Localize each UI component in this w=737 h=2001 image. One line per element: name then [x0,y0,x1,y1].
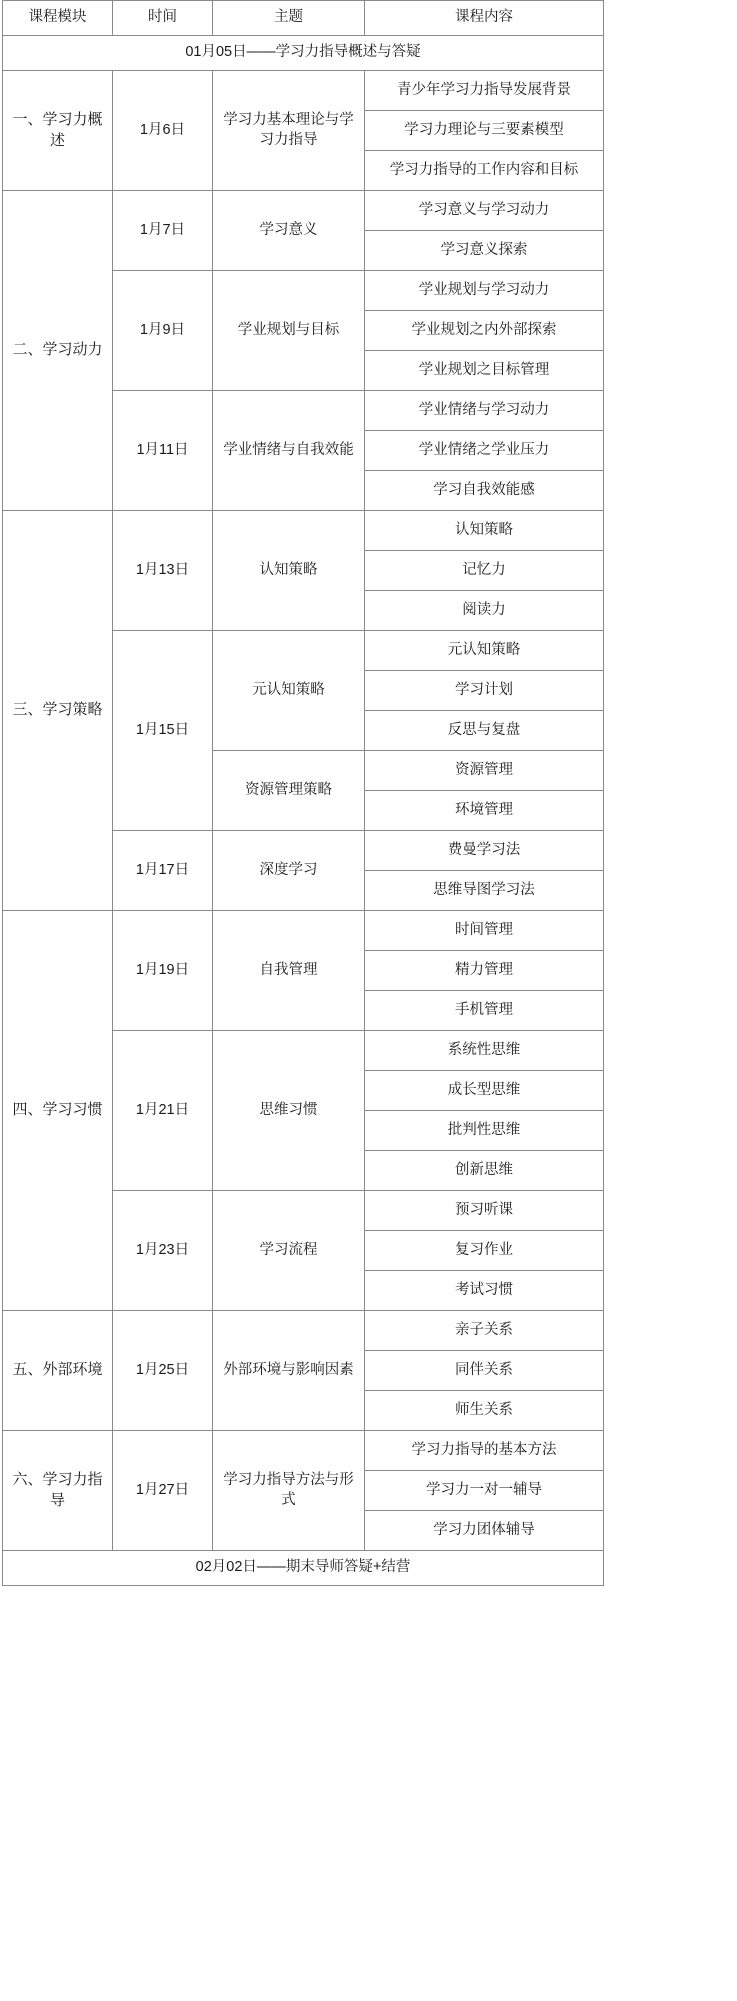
content-cell: 学业规划与学习动力 [365,271,604,311]
top-banner-text: 01月05日——学习力指导概述与答疑 [3,36,604,71]
topic-cell: 深度学习 [213,831,365,911]
topic-cell: 学业情绪与自我效能 [213,391,365,511]
module-cell: 五、外部环境 [3,1311,113,1431]
bottom-banner-text: 02月02日——期末导师答疑+结营 [3,1551,604,1586]
content-cell: 预习听课 [365,1191,604,1231]
date-cell: 1月23日 [113,1191,213,1311]
topic-cell: 思维习惯 [213,1031,365,1191]
schedule-body [3,1,604,1586]
topic-cell: 学业规划与目标 [213,271,365,391]
header-module: 课程模块 [3,1,113,36]
date-cell: 1月6日 [113,71,213,191]
date-cell: 1月15日 [113,631,213,831]
header-content: 课程内容 [365,1,604,36]
module-cell: 二、学习动力 [3,191,113,511]
date-cell: 1月9日 [113,271,213,391]
table-header-row [3,1,604,36]
topic-cell: 外部环境与影响因素 [213,1311,365,1431]
content-cell: 学业情绪与学习动力 [365,391,604,431]
content-cell: 环境管理 [365,791,604,831]
content-cell: 学习意义探索 [365,231,604,271]
content-cell: 学习力指导的工作内容和目标 [365,151,604,191]
content-cell: 费曼学习法 [365,831,604,871]
content-cell: 系统性思维 [365,1031,604,1071]
content-cell: 同伴关系 [365,1351,604,1391]
content-cell: 记忆力 [365,551,604,591]
content-cell: 资源管理 [365,751,604,791]
topic-cell: 学习力指导方法与形式 [213,1431,365,1551]
content-cell: 创新思维 [365,1151,604,1191]
table-row [3,911,604,951]
date-cell: 1月27日 [113,1431,213,1551]
header-topic: 主题 [213,1,365,36]
content-cell: 学习力团体辅导 [365,1511,604,1551]
content-cell: 考试习惯 [365,1271,604,1311]
header-date: 时间 [113,1,213,36]
content-cell: 学业情绪之学业压力 [365,431,604,471]
topic-cell: 学习流程 [213,1191,365,1311]
top-banner-row [3,36,604,71]
date-cell: 1月17日 [113,831,213,911]
content-cell: 反思与复盘 [365,711,604,751]
content-cell: 亲子关系 [365,1311,604,1351]
content-cell: 精力管理 [365,951,604,991]
content-cell: 成长型思维 [365,1071,604,1111]
content-cell: 青少年学习力指导发展背景 [365,71,604,111]
content-cell: 学习力理论与三要素模型 [365,111,604,151]
module-cell: 四、学习习惯 [3,911,113,1311]
date-cell: 1月13日 [113,511,213,631]
content-cell: 时间管理 [365,911,604,951]
content-cell: 学习意义与学习动力 [365,191,604,231]
date-cell: 1月21日 [113,1031,213,1191]
table-row [3,1431,604,1471]
course-schedule-table [2,0,604,1586]
content-cell: 阅读力 [365,591,604,631]
date-cell: 1月19日 [113,911,213,1031]
content-cell: 认知策略 [365,511,604,551]
content-cell: 学业规划之目标管理 [365,351,604,391]
content-cell: 学习力指导的基本方法 [365,1431,604,1471]
topic-cell: 学习力基本理论与学习力指导 [213,71,365,191]
topic-cell: 元认知策略 [213,631,365,751]
module-cell: 六、学习力指导 [3,1431,113,1551]
topic-cell: 资源管理策略 [213,751,365,831]
content-cell: 思维导图学习法 [365,871,604,911]
date-cell: 1月11日 [113,391,213,511]
content-cell: 学习计划 [365,671,604,711]
content-cell: 手机管理 [365,991,604,1031]
topic-cell: 学习意义 [213,191,365,271]
content-cell: 师生关系 [365,1391,604,1431]
content-cell: 学习自我效能感 [365,471,604,511]
table-row [3,71,604,111]
date-cell: 1月25日 [113,1311,213,1431]
date-cell: 1月7日 [113,191,213,271]
content-cell: 复习作业 [365,1231,604,1271]
content-cell: 学习力一对一辅导 [365,1471,604,1511]
topic-cell: 自我管理 [213,911,365,1031]
module-cell: 三、学习策略 [3,511,113,911]
content-cell: 批判性思维 [365,1111,604,1151]
content-cell: 元认知策略 [365,631,604,671]
table-row [3,191,604,231]
topic-cell: 认知策略 [213,511,365,631]
module-cell: 一、学习力概述 [3,71,113,191]
bottom-banner-row [3,1551,604,1586]
table-row [3,511,604,551]
table-row [3,1311,604,1351]
content-cell: 学业规划之内外部探索 [365,311,604,351]
